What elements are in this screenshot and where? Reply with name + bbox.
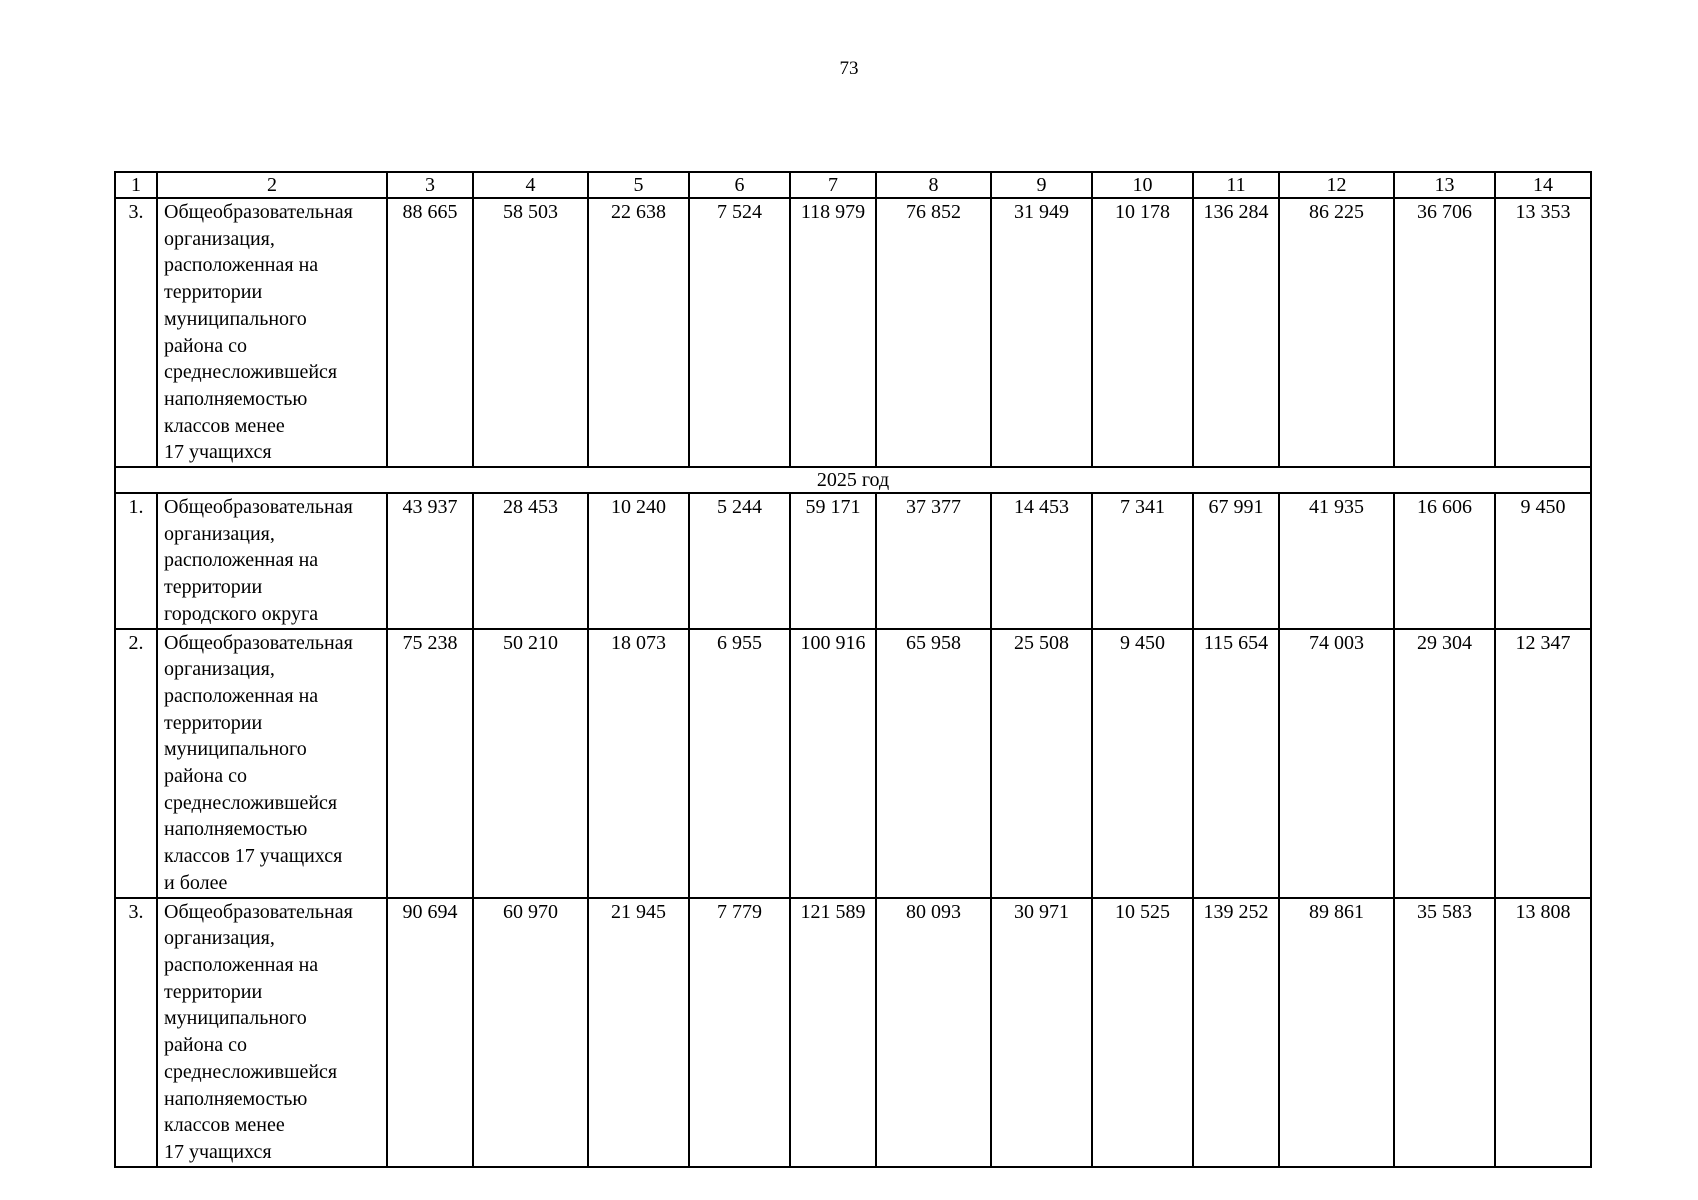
organization-name-line: классов 17 учащихся — [164, 845, 343, 868]
column-header: 2 — [157, 172, 387, 198]
organization-name-line: территории — [164, 980, 263, 1003]
value-cell: 10 240 — [588, 493, 689, 629]
value-cell: 5 244 — [689, 493, 790, 629]
organization-name-line: 17 учащихся — [164, 1140, 272, 1163]
value-cell: 28 453 — [473, 493, 588, 629]
column-header: 14 — [1495, 172, 1591, 198]
organization-name-line: расположенная на — [164, 953, 319, 976]
value-cell: 22 638 — [588, 198, 689, 467]
value-cell: 86 225 — [1279, 198, 1394, 467]
organization-name-line: наполняемостью — [164, 1087, 308, 1110]
value-cell: 7 341 — [1092, 493, 1193, 629]
value-cell: 30 971 — [991, 898, 1092, 1167]
value-cell: 37 377 — [876, 493, 991, 629]
value-cell: 50 210 — [473, 629, 588, 898]
organization-name — [157, 898, 387, 1167]
organization-name-line: наполняемостью — [164, 818, 308, 841]
value-cell: 90 694 — [387, 898, 473, 1167]
organization-name-line: наполняемостью — [164, 387, 308, 410]
column-header: 11 — [1193, 172, 1279, 198]
value-cell: 31 949 — [991, 198, 1092, 467]
data-table — [114, 171, 1592, 1168]
column-header: 7 — [790, 172, 876, 198]
value-cell: 7 524 — [689, 198, 790, 467]
organization-name-line: расположенная на — [164, 549, 319, 572]
value-cell: 121 589 — [790, 898, 876, 1167]
column-header: 13 — [1394, 172, 1495, 198]
organization-name-line: среднесложившейся — [164, 1060, 338, 1083]
table-row — [115, 493, 1591, 629]
page-number: 73 — [839, 58, 859, 79]
column-header: 6 — [689, 172, 790, 198]
organization-name — [157, 629, 387, 898]
organization-name-line: Общеобразовательная — [164, 496, 353, 519]
column-header: 3 — [387, 172, 473, 198]
value-cell: 18 073 — [588, 629, 689, 898]
value-cell: 118 979 — [790, 198, 876, 467]
column-header: 10 — [1092, 172, 1193, 198]
organization-name-line: муниципального — [164, 1007, 307, 1030]
value-cell: 58 503 — [473, 198, 588, 467]
table-row — [115, 629, 1591, 898]
value-cell: 43 937 — [387, 493, 473, 629]
column-header: 8 — [876, 172, 991, 198]
table-row — [115, 198, 1591, 467]
organization-name-line: организация, — [164, 658, 275, 681]
value-cell: 76 852 — [876, 198, 991, 467]
value-cell: 14 453 — [991, 493, 1092, 629]
organization-name-line: среднесложившейся — [164, 361, 338, 384]
table-body — [115, 172, 1591, 1167]
value-cell: 115 654 — [1193, 629, 1279, 898]
row-number: 1. — [115, 493, 157, 629]
value-cell: 65 958 — [876, 629, 991, 898]
column-header-row — [115, 172, 1591, 198]
organization-name-line: муниципального — [164, 307, 307, 330]
value-cell: 67 991 — [1193, 493, 1279, 629]
value-cell: 13 808 — [1495, 898, 1591, 1167]
organization-name-line: территории — [164, 281, 263, 304]
value-cell: 41 935 — [1279, 493, 1394, 629]
value-cell: 21 945 — [588, 898, 689, 1167]
value-cell: 29 304 — [1394, 629, 1495, 898]
value-cell: 100 916 — [790, 629, 876, 898]
organization-name-line: района со — [164, 334, 248, 357]
organization-name-line: района со — [164, 1034, 248, 1057]
value-cell: 13 353 — [1495, 198, 1591, 467]
organization-name-line: 17 учащихся — [164, 441, 272, 464]
table-row — [115, 898, 1591, 1167]
organization-name-line: организация, — [164, 227, 275, 250]
value-cell: 75 238 — [387, 629, 473, 898]
organization-name-line: расположенная на — [164, 684, 319, 707]
year-section-row — [115, 467, 1591, 493]
row-number: 2. — [115, 629, 157, 898]
year-label: 2025 год — [115, 467, 1591, 493]
organization-name-line: Общеобразовательная — [164, 631, 353, 654]
organization-name-line: организация, — [164, 522, 275, 545]
organization-name-line: классов менее — [164, 414, 285, 437]
organization-name-line: и более — [164, 871, 228, 894]
value-cell: 36 706 — [1394, 198, 1495, 467]
organization-name-line: района со — [164, 765, 248, 788]
value-cell: 6 955 — [689, 629, 790, 898]
organization-name-line: территории — [164, 711, 263, 734]
column-header: 9 — [991, 172, 1092, 198]
organization-name-line: Общеобразовательная — [164, 201, 353, 223]
value-cell: 35 583 — [1394, 898, 1495, 1167]
row-number: 3. — [115, 898, 157, 1167]
organization-name-line: Общеобразовательная — [164, 900, 353, 923]
column-header: 1 — [115, 172, 157, 198]
value-cell: 139 252 — [1193, 898, 1279, 1167]
organization-name-line: классов менее — [164, 1114, 285, 1137]
value-cell: 136 284 — [1193, 198, 1279, 467]
column-header: 4 — [473, 172, 588, 198]
value-cell: 59 171 — [790, 493, 876, 629]
value-cell: 74 003 — [1279, 629, 1394, 898]
row-number: 3. — [115, 198, 157, 467]
organization-name-line: расположенная на — [164, 254, 319, 277]
value-cell: 16 606 — [1394, 493, 1495, 629]
column-header: 12 — [1279, 172, 1394, 198]
value-cell: 88 665 — [387, 198, 473, 467]
value-cell: 12 347 — [1495, 629, 1591, 898]
organization-name — [157, 198, 387, 467]
organization-name-line: муниципального — [164, 738, 307, 761]
organization-name-line: территории — [164, 576, 263, 599]
value-cell: 7 779 — [689, 898, 790, 1167]
value-cell: 9 450 — [1495, 493, 1591, 629]
organization-name-line: городского округа — [164, 602, 319, 625]
value-cell: 25 508 — [991, 629, 1092, 898]
value-cell: 10 178 — [1092, 198, 1193, 467]
value-cell: 10 525 — [1092, 898, 1193, 1167]
organization-name — [157, 493, 387, 629]
value-cell: 9 450 — [1092, 629, 1193, 898]
organization-name-line: среднесложившейся — [164, 791, 338, 814]
organization-name-line: организация, — [164, 927, 275, 950]
value-cell: 80 093 — [876, 898, 991, 1167]
column-header: 5 — [588, 172, 689, 198]
value-cell: 89 861 — [1279, 898, 1394, 1167]
value-cell: 60 970 — [473, 898, 588, 1167]
